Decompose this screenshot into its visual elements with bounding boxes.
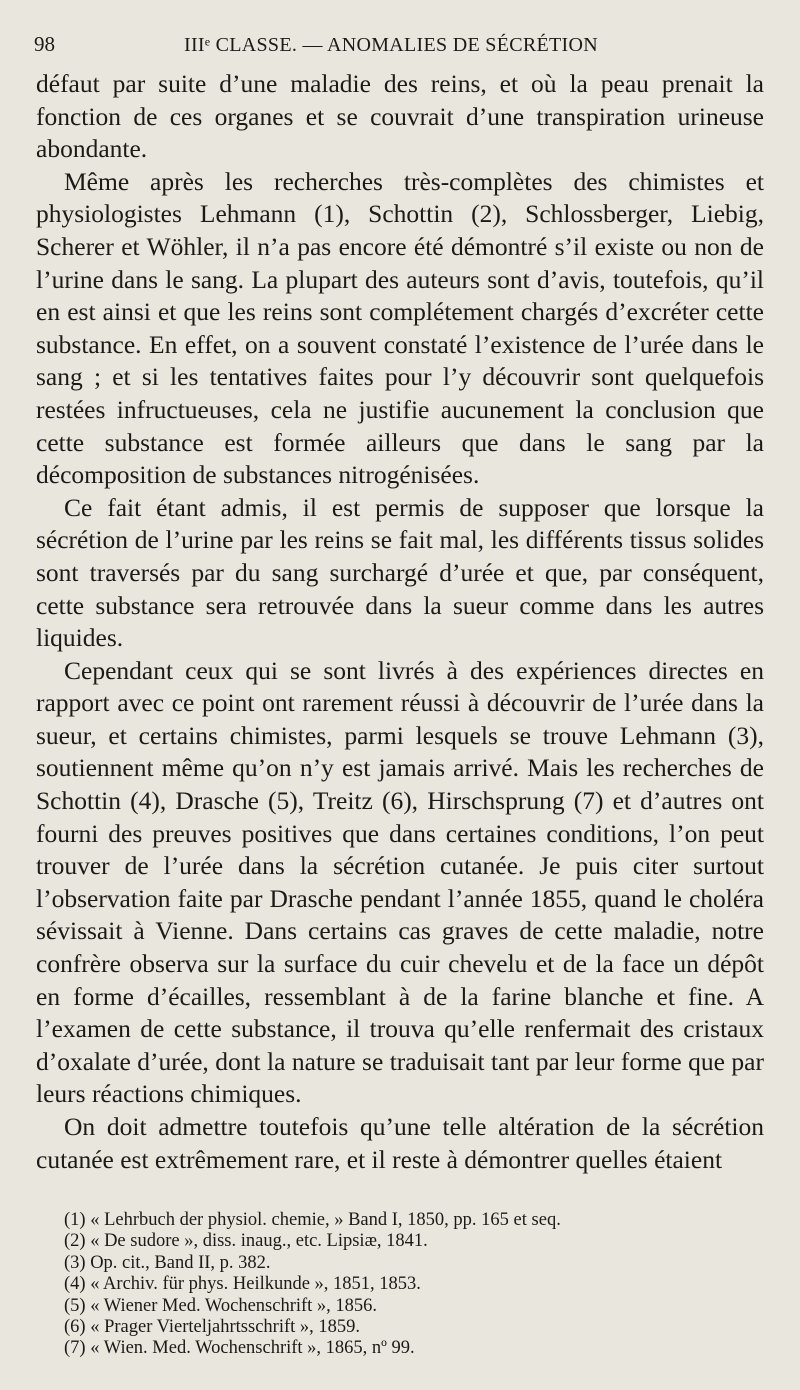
paragraph: défaut par suite d’une maladie des reins, et où la peau prenait la fonction de ces organes et se couvrait d’une transpiration urineuse abondante. — [36, 69, 764, 164]
footnotes — [64, 1210, 764, 1360]
paragraph: Ce fait étant admis, il est permis de supposer que lorsque la sécrétion de l’urine par les reins se fait mal, les différents tissus solides sont traversés par du sang surchargé d’urée et que, par conséquent, cette substance sera retrouvée dans la sueur comme dans les autres liquides. — [36, 492, 764, 653]
footnote: (1) « Lehrbuch der physiol. chemie, » Band I, 1850, pp. 165 et seq. — [64, 1210, 561, 1230]
page-number: 98 — [34, 32, 55, 56]
footnote: (3) Op. cit., Band II, p. 382. — [64, 1252, 271, 1273]
paragraph: On doit admettre toutefois qu’une telle altération de la sécrétion cutanée est extrêmement rare, et il reste à démontrer quelles étaient — [36, 1112, 764, 1174]
footnote: (6) « Prager Vierteljahrtsschrift », 1859. — [64, 1317, 361, 1338]
page-header — [34, 32, 770, 66]
footnote: (2) « De sudore », diss. inaug., etc. Lipsiæ, 1841. — [64, 1231, 428, 1252]
footnote: (4) « Archiv. für phys. Heilkunde », 1851, 1853. — [64, 1274, 421, 1295]
paragraph: Même après les recherches très-complètes des chimistes et physiologistes Lehmann (1), Schottin (2), Schlossberger, Liebig, Scherer et Wöhler, il n’a pas encore été démontré s’il existe ou non de l’urine dans le sang. La plupart des auteurs sont d’avis, toutefois, qu’il en est ainsi et que les reins sont complétement chargés d’excréter cette substance. En effet, on a souvent constaté l’existence de l’urée dans le sang ; et si les tentatives faites pour l’y découvrir sont quelquefois restées infructueuses, cela ne justifie aucunement la conclusion que cette substance est formée ailleurs que dans le sang par la décomposition de substances nitrogénisées. — [36, 166, 764, 490]
footnote: (5) « Wiener Med. Wochenschrift », 1856. — [64, 1295, 378, 1316]
body-text — [36, 68, 764, 1176]
paragraph: Cependant ceux qui se sont livrés à des expériences directes en rapport avec ce point ont rarement réussi à découvrir de l’urée dans la sueur, et certains chimistes, parmi lesquels se trouve Lehmann (3), soutiennent même qu’on n’y est jamais arrivé. Mais les recherches de Schottin (4), Drasche (5), Treitz (6), Hirschsprung (7) et d’autres ont fourni des preuves positives que dans certaines conditions, l’on peut trouver de l’urée dans la sécrétion cutanée. Je puis citer surtout l’observation faite par Drasche pendant l’année 1855, quand le choléra sévissait à Vienne. Dans certains cas graves de cette maladie, notre confrère observa sur la surface du cuir chevelu et de la face un dépôt en forme d’écailles, ressemblant à de la farine blanche et fine. A l’examen de cette substance, il trouva qu’elle renfermait des cristaux d’oxalate d’urée, dont la nature se traduisait tant par leur forme que par leurs réactions chimiques. — [36, 655, 764, 1109]
running-head: IIIᵉ CLASSE. — ANOMALIES DE SÉCRÉTION — [184, 34, 598, 56]
footnote: (7) « Wien. Med. Wochenschrift », 1865, nº 99. — [64, 1338, 415, 1359]
